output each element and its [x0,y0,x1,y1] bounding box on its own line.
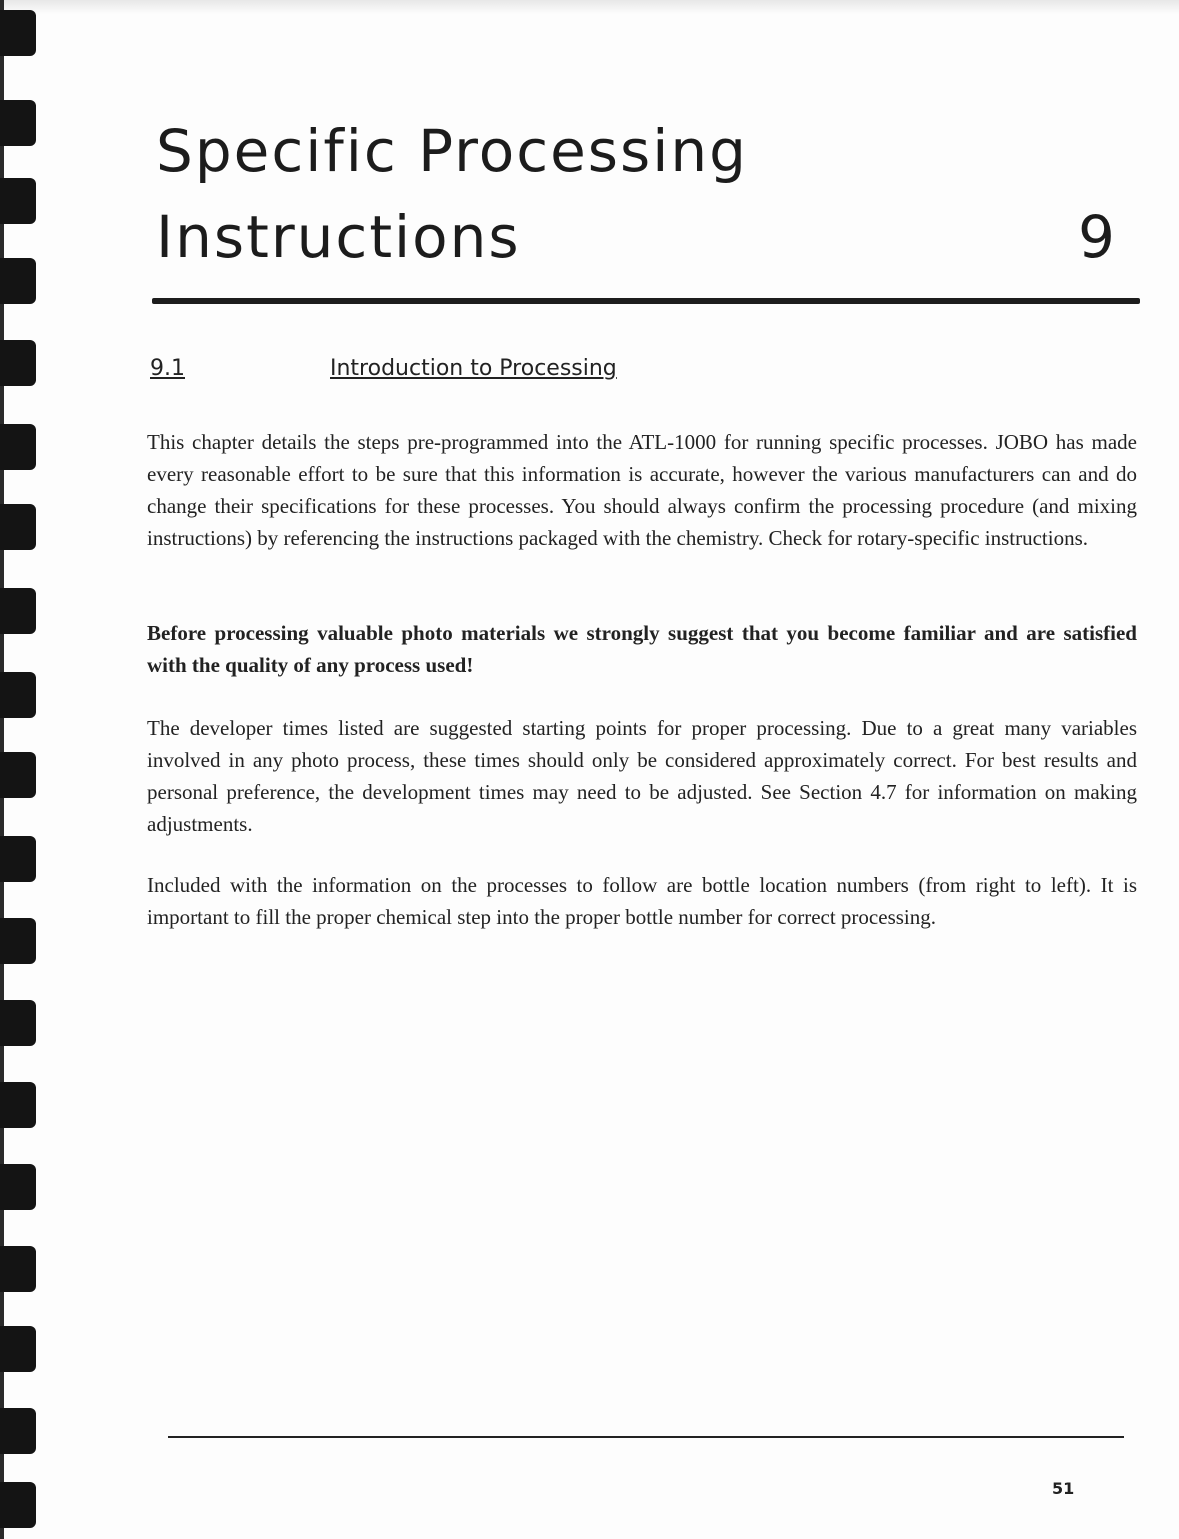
binding-hole [0,1408,36,1454]
footer-rule [168,1436,1124,1438]
binding-hole [0,588,36,634]
chapter-title-line1: Specific Processing [156,117,748,185]
binding-hole [0,10,36,56]
paragraph-bottle-locations: Included with the information on the processes to follow are bottle location numbers (from right to left). It is important to fill the proper chemical step into the proper bottle number for correct processing. [147,873,1137,929]
chapter-number: 9 [1078,203,1115,271]
binding-hole [0,258,36,304]
binding-hole [0,340,36,386]
binding-hole [0,424,36,470]
paragraph-warning: Before processing valuable photo materials we strongly suggest that you become familiar and are satisfied with the quality of any process used! [147,621,1137,677]
binding-hole [0,836,36,882]
binding-hole [0,1164,36,1210]
binding-hole [0,1000,36,1046]
binding-hole [0,1326,36,1372]
binding-hole [0,100,36,146]
spiral-binding [0,0,48,1539]
chapter-title [156,108,748,280]
binding-hole [0,178,36,224]
binding-hole [0,504,36,550]
section-number: 9.1 [150,356,185,381]
header-rule [152,298,1140,304]
page-number: 51 [1052,1479,1075,1498]
binding-hole [0,672,36,718]
binding-hole [0,1082,36,1128]
scan-top-shadow [0,0,1179,14]
binding-hole [0,752,36,798]
paragraph-developer-times: The developer times listed are suggested starting points for proper processing. Due to a great many variables involved in any photo process, these times should only be considered approximately correct. For best results and personal preference, the development times may need to be adjusted. See Section 4.7 for information on making adjustments. [147,716,1137,836]
paragraph-intro: This chapter details the steps pre-programmed into the ATL-1000 for running specific processes. JOBO has made every reasonable effort to be sure that this information is accurate, however the various manufacturers can and do change their specifications for these processes. You should always confirm the processing procedure (and mixing instructions) by referencing the instructions packaged with the chemistry. Check for rotary-specific instructions. [147,430,1137,550]
binding-hole [0,1246,36,1292]
binding-hole [0,918,36,964]
binding-hole [0,1482,36,1528]
section-title: Introduction to Processing [330,356,617,381]
chapter-title-line2: Instructions [156,203,521,271]
